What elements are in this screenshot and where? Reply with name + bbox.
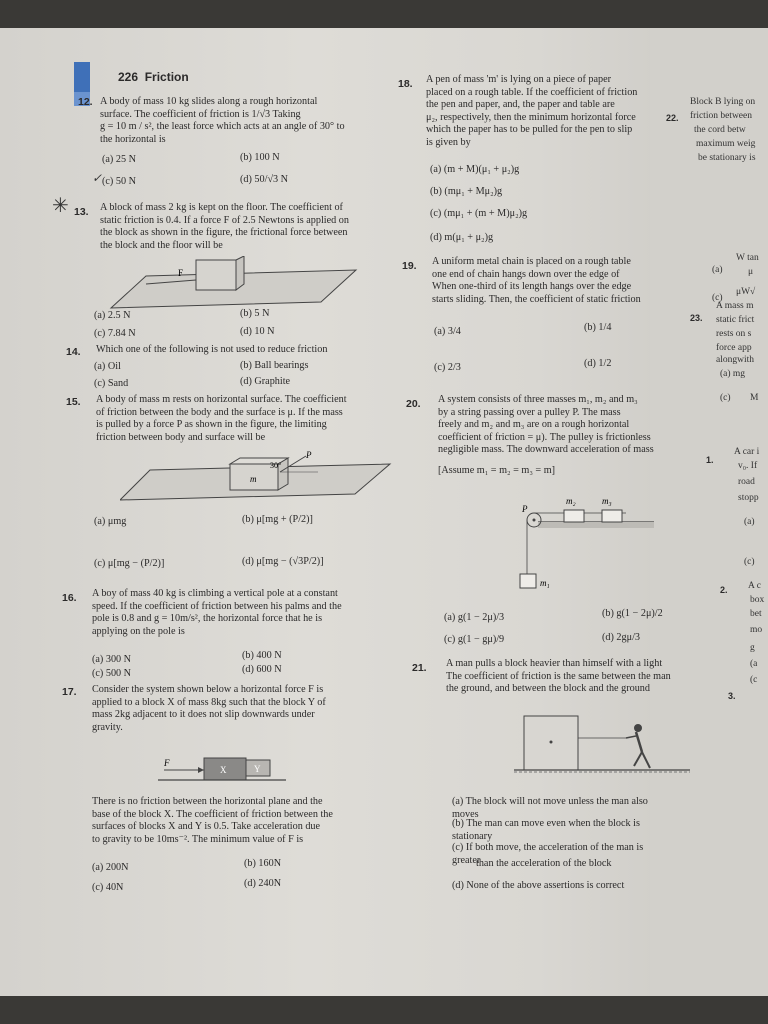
right-text: box — [750, 595, 765, 605]
option-b: (b) 400 N — [242, 650, 282, 661]
question-number: 14. — [66, 346, 81, 358]
page-header — [118, 70, 189, 84]
option-d: (d) 50/√3 N — [240, 174, 289, 185]
option-c: (c) If both move, the acceleration of the man is greater — [452, 842, 644, 866]
force-label: F — [178, 268, 184, 278]
question-text: A block of mass 2 kg is kept on the floor. The coefficient of static friction is 0.4. If a force F of 2.5 Newtons is applied on the block as shown in the figure, the frictional force between the block and the floor will be — [100, 202, 349, 251]
right-text: (c — [750, 675, 758, 685]
question-text: A body of mass m rests on horizontal surface. The coefficient of friction between the body and the surface is μ. If the mass is pulled by a force P as shown in the figure, the limiting friction between body and surface will be — [96, 394, 347, 443]
option-a: (a) μmg — [94, 516, 127, 527]
option-d: (d) m(μ₁ + μ₂)g — [430, 232, 494, 243]
option-c: (c) 500 N — [92, 668, 132, 679]
question-number: 12. — [78, 96, 93, 108]
right-text: road — [738, 477, 755, 487]
option-b: (b) 160N — [244, 858, 282, 869]
mass-label: m — [250, 474, 257, 484]
option-a: (a) 300 N — [92, 654, 132, 665]
question-number: 13. — [74, 206, 89, 218]
right-text: maximum weig — [696, 139, 756, 149]
question-text: A man pulls a block heavier than himself with a light The coefficient of friction is the same between the man the ground, and between the block and the ground — [446, 658, 671, 695]
right-text: (a) mg — [720, 369, 746, 379]
option-c: (c) g(1 − gμ)/9 — [444, 634, 505, 645]
option-c: (c) (mμ₁ + (m + M)μ₂)g — [430, 208, 528, 219]
option-b: (b) 5 N — [240, 308, 270, 319]
option-c-cont: than the acceleration of the block — [476, 858, 612, 869]
option-a: (a) 25 N — [102, 154, 136, 165]
right-text: A c — [748, 581, 761, 591]
chapter-title: Friction — [144, 70, 189, 84]
right-text: W tan — [736, 253, 759, 263]
pulley-system-figure — [516, 494, 656, 604]
right-text: v₀. If — [738, 461, 758, 471]
question-text: A boy of mass 40 kg is climbing a vertical pole at a constant speed. If the coefficient of friction between his palms and the pole is 0.8 and g = 10m/s², the horizontal force that he is applying on the pole is — [92, 588, 342, 637]
option-d: (d) 10 N — [240, 326, 275, 337]
option-b: (b) g(1 − 2μ)/2 — [602, 608, 663, 619]
option-a: (a) 200N — [92, 862, 129, 873]
option-c: (c) μ[mg − (P/2)] — [94, 558, 165, 569]
option-c: (c) 40N — [92, 882, 124, 893]
block-on-floor-figure — [106, 256, 366, 316]
right-text: force app — [716, 343, 752, 353]
star-mark-icon: ✳ — [52, 195, 69, 217]
question-number: 3. — [728, 691, 736, 701]
right-text: μW√ — [736, 287, 756, 297]
pulley-label: P — [522, 504, 528, 514]
question-text: There is no friction between the horizontal plane and the base of the block X. The coefficient of friction between the surfaces of blocks X and Y is 0.5. Take acceleration due to gravity to be 10ms⁻². The minimum value of F is — [92, 796, 333, 845]
right-text: mo — [750, 625, 763, 635]
question-number: 17. — [62, 686, 77, 698]
mass-m3-label: m₃ — [602, 496, 612, 506]
option-c: (c) 7.84 N — [94, 328, 136, 339]
man-pulling-block-figure — [514, 708, 694, 778]
right-text: (c) — [720, 393, 731, 403]
right-page-edge — [650, 28, 768, 996]
right-text: be stationary is — [698, 153, 756, 163]
option-b: (b) μ[mg + (P/2)] — [242, 514, 313, 525]
force-label: P — [306, 450, 312, 460]
right-text: g — [750, 643, 755, 653]
question-text: A system consists of three masses m₁, m₂ and m₃ by a string passing over a pulley P. The mass freely and m₂ and m₃ are on a rough horizontal coefficient of friction = μ). The pulley is frictionless negligible mass. The downward acceleration of mass [Assume m₁ = m₂ = m₃ = m] — [438, 394, 654, 476]
tick-mark-icon: ✓ — [92, 171, 103, 185]
question-number: 2. — [720, 585, 728, 595]
question-number: 20. — [406, 398, 421, 410]
right-text: bet — [750, 609, 762, 619]
angle-label: 30° — [270, 461, 282, 470]
option-d: (d) 2gμ/3 — [602, 632, 640, 643]
question-text: Consider the system shown below a horizontal force F is applied to a block X of mass 8kg such that the block Y of mass 2kg adjacent to it does not slip downwards under gravity. — [92, 684, 326, 733]
option-d: (d) 1/2 — [584, 358, 612, 369]
option-c: (c) 2/3 — [434, 362, 461, 373]
option-d: (d) Graphite — [240, 376, 291, 387]
question-text: Which one of the following is not used to reduce friction — [96, 344, 328, 355]
option-b: (b) 100 N — [240, 152, 280, 163]
question-text: A uniform metal chain is placed on a rough table one end of chain hangs down over the edge of When one-third of its length hangs over the edge starts sliding. Then, the coefficient of static friction — [432, 256, 641, 305]
right-text: M — [750, 393, 759, 403]
option-d: (d) 240N — [244, 878, 282, 889]
option-c: (c) Sand — [94, 378, 129, 389]
option-b: (b) (mμ₁ + Mμ₂)g — [430, 186, 503, 197]
option-b: (b) 1/4 — [584, 322, 612, 333]
option-a: (a) 3/4 — [434, 326, 461, 337]
right-text: (c) — [712, 293, 723, 303]
question-number: 1. — [706, 455, 714, 465]
option-a: (a) The block will not move unless the man also moves — [452, 796, 648, 820]
right-text: A mass m — [716, 301, 754, 311]
question-text: A pen of mass 'm' is lying on a piece of paper placed on a rough table. If the coefficient of friction the pen and paper, and, the paper and table are μ₂, respectively, then the minimum horizontal force which the paper has to be pulled for the pen to slip is given by — [426, 74, 638, 148]
right-text: μ — [748, 267, 754, 277]
question-number: 16. — [62, 592, 77, 604]
inclined-pull-figure — [120, 450, 400, 504]
option-a: (a) Oil — [94, 361, 121, 372]
right-text: (a — [750, 659, 758, 669]
question-number: 23. — [690, 313, 703, 323]
mass-m2-label: m₂ — [566, 496, 576, 506]
right-text: rests on s — [716, 329, 752, 339]
question-number: 22. — [666, 113, 679, 123]
option-a: (a) (m + M)(μ₁ + μ₂)g — [430, 164, 520, 175]
right-text: friction between — [690, 111, 752, 121]
question-number: 15. — [66, 396, 81, 408]
right-text: (a) — [712, 265, 723, 275]
mass-m1-label: m₁ — [540, 578, 550, 588]
option-d: (d) μ[mg − (√3P/2)] — [242, 556, 324, 567]
block-y-label: Y — [254, 764, 261, 774]
right-text: stopp — [738, 493, 759, 503]
option-a: (a) g(1 − 2μ)/3 — [444, 612, 505, 623]
option-c: (c) 50 N — [102, 176, 136, 187]
right-text: the cord betw — [694, 125, 746, 135]
right-text: alongwith — [716, 355, 754, 365]
option-a: (a) 2.5 N — [94, 310, 131, 321]
question-number: 19. — [402, 260, 417, 272]
option-b: (b) The man can move even when the block is stationary — [452, 818, 640, 842]
blocks-xy-figure — [158, 750, 288, 784]
question-number: 21. — [412, 662, 427, 674]
right-text: (a) — [744, 517, 755, 527]
block-x-label: X — [220, 765, 227, 775]
right-text: static frict — [716, 315, 755, 325]
option-d: (d) 600 N — [242, 664, 282, 675]
page-number: 226 — [118, 70, 139, 84]
option-b: (b) Ball bearings — [240, 360, 309, 371]
right-text: Block B lying on — [690, 97, 756, 107]
force-label: F — [164, 758, 170, 768]
right-text: (c) — [744, 557, 755, 567]
right-text: A car i — [734, 447, 760, 457]
question-text: A body of mass 10 kg slides along a rough horizontal surface. The coefficient of friction is 1/√3 Taking g = 10 m / s², the least force which acts at an angle of 30° to the horizontal is — [100, 96, 345, 145]
question-number: 18. — [398, 78, 413, 90]
option-d: (d) None of the above assertions is correct — [452, 880, 625, 891]
